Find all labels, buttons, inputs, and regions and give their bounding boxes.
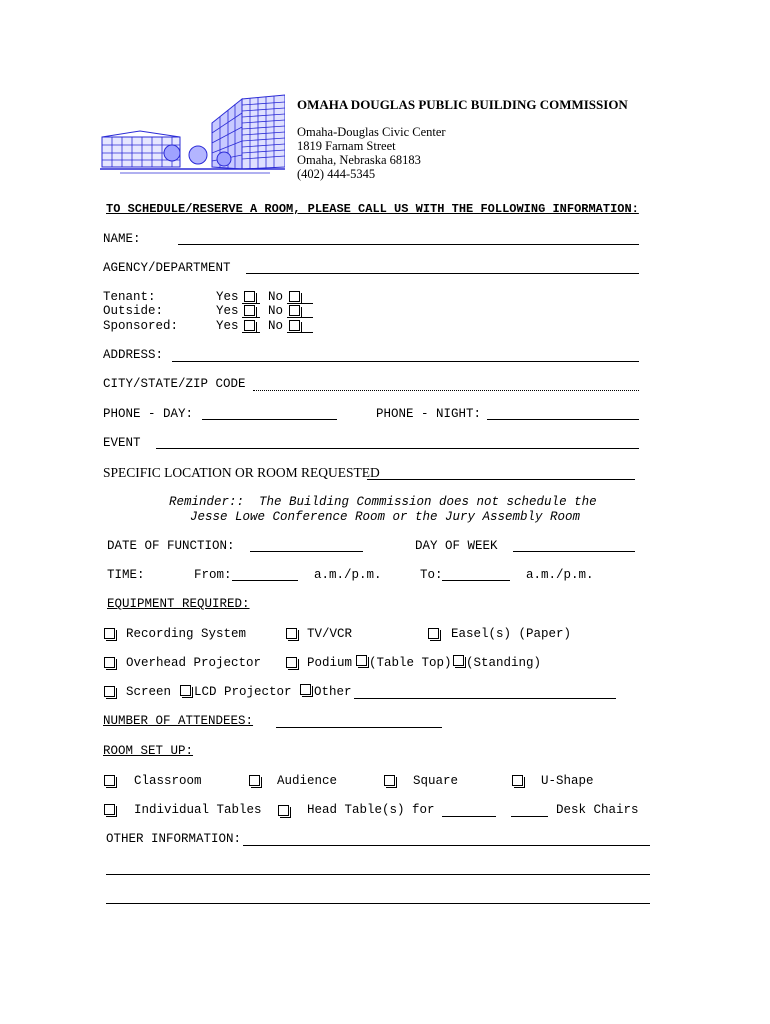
sponsored-yes-underline: [242, 332, 260, 333]
screen-checkbox[interactable]: [104, 686, 115, 697]
tvvcr-checkbox[interactable]: [286, 628, 297, 639]
other-info-label: OTHER INFORMATION:: [106, 832, 242, 846]
individual-tables-checkbox[interactable]: [104, 804, 115, 815]
tenant-no-label: No: [268, 290, 284, 304]
city-field[interactable]: [253, 390, 639, 391]
individual-tables-label: Individual Tables: [134, 803, 262, 817]
tenant-yes-label: Yes: [216, 290, 239, 304]
date-label: DATE OF FUNCTION:: [107, 539, 235, 553]
sponsored-no-checkbox[interactable]: [289, 320, 300, 331]
tenant-yes-underline: [242, 303, 260, 304]
outside-no-label: No: [268, 304, 284, 318]
location-label: SPECIFIC LOCATION OR ROOM REQUESTED: [103, 465, 380, 480]
to-ampm: a.m./p.m.: [526, 568, 594, 582]
civic-center-building-icon: [100, 93, 285, 177]
podium-checkbox[interactable]: [286, 657, 297, 668]
other-info-field-2[interactable]: [106, 874, 650, 875]
tenant-no-underline: [287, 303, 313, 304]
phone-night-field[interactable]: [487, 419, 639, 420]
agency-field[interactable]: [246, 273, 639, 274]
address-label: ADDRESS:: [103, 348, 164, 362]
from-ampm: a.m./p.m.: [314, 568, 382, 582]
day-label: DAY OF WEEK: [415, 539, 498, 553]
classroom-label: Classroom: [134, 774, 202, 788]
instruction-heading: TO SCHEDULE/RESERVE A ROOM, PLEASE CALL US WITH THE FOLLOWING INFORMATION:: [106, 202, 639, 216]
easel-label: Easel(s) (Paper): [451, 627, 572, 641]
to-field[interactable]: [442, 580, 510, 581]
org-title: OMAHA DOUGLAS PUBLIC BUILDING COMMISSION: [297, 97, 628, 112]
desk-chairs-label: Desk Chairs: [556, 803, 639, 817]
tabletop-label: (Table Top): [369, 656, 452, 670]
attendees-field[interactable]: [276, 727, 442, 728]
outside-no-checkbox[interactable]: [289, 305, 300, 316]
attendees-label: NUMBER OF ATTENDEES:: [103, 714, 254, 728]
square-checkbox[interactable]: [384, 775, 395, 786]
sponsored-no-label: No: [268, 319, 284, 333]
other-checkbox[interactable]: [300, 684, 311, 695]
recording-label: Recording System: [126, 627, 247, 641]
phone-day-field[interactable]: [202, 419, 337, 420]
other-field[interactable]: [354, 698, 616, 699]
name-label: NAME:: [103, 232, 141, 246]
sponsored-label: Sponsored:: [103, 319, 179, 333]
equipment-heading: EQUIPMENT REQUIRED:: [107, 597, 250, 611]
tenant-no-checkbox[interactable]: [289, 291, 300, 302]
other-label: Other: [314, 685, 352, 699]
tenant-yes-checkbox[interactable]: [244, 291, 255, 302]
podium-label: Podium: [307, 656, 353, 670]
outside-label: Outside:: [103, 304, 164, 318]
standing-checkbox[interactable]: [453, 655, 464, 666]
address-line-2: 1819 Farnam Street: [297, 139, 396, 153]
square-label: Square: [413, 774, 459, 788]
phone-day-label: PHONE - DAY:: [103, 407, 194, 421]
other-info-field-1[interactable]: [243, 845, 650, 846]
head-table-checkbox[interactable]: [278, 805, 289, 816]
event-field[interactable]: [156, 448, 639, 449]
phone-number: (402) 444-5345: [297, 167, 376, 181]
agency-label: AGENCY/DEPARTMENT: [103, 261, 231, 275]
sponsored-no-underline: [287, 332, 313, 333]
standing-label: (Standing): [466, 656, 542, 670]
recording-checkbox[interactable]: [104, 628, 115, 639]
name-field[interactable]: [178, 244, 639, 245]
ushape-label: U-Shape: [541, 774, 594, 788]
reminder-line-1: Reminder:: The Building Commission does not schedule the: [169, 495, 597, 509]
outside-yes-underline: [242, 317, 260, 318]
overhead-checkbox[interactable]: [104, 657, 115, 668]
tvvcr-label: TV/VCR: [307, 627, 353, 641]
from-field[interactable]: [232, 580, 298, 581]
address-line-3: Omaha, Nebraska 68183: [297, 153, 421, 167]
other-info-field-3[interactable]: [106, 903, 650, 904]
sponsored-yes-label: Yes: [216, 319, 239, 333]
day-field[interactable]: [513, 551, 635, 552]
phone-night-label: PHONE - NIGHT:: [376, 407, 482, 421]
lcd-label: LCD Projector: [194, 685, 292, 699]
tabletop-checkbox[interactable]: [356, 655, 367, 666]
desk-chairs-count-field[interactable]: [511, 816, 548, 817]
outside-yes-label: Yes: [216, 304, 239, 318]
event-label: EVENT: [103, 436, 141, 450]
time-label: TIME:: [107, 568, 145, 582]
audience-checkbox[interactable]: [249, 775, 260, 786]
audience-label: Audience: [277, 774, 338, 788]
screen-label: Screen: [126, 685, 172, 699]
to-label: To:: [420, 568, 443, 582]
city-label: CITY/STATE/ZIP CODE: [103, 377, 246, 391]
location-field[interactable]: [367, 479, 635, 480]
date-field[interactable]: [250, 551, 363, 552]
outside-yes-checkbox[interactable]: [244, 305, 255, 316]
head-table-label: Head Table(s) for: [307, 803, 435, 817]
sponsored-yes-checkbox[interactable]: [244, 320, 255, 331]
overhead-label: Overhead Projector: [126, 656, 262, 670]
lcd-checkbox[interactable]: [180, 685, 191, 696]
head-table-count-field[interactable]: [442, 816, 496, 817]
setup-heading: ROOM SET UP:: [103, 744, 194, 758]
address-field[interactable]: [172, 361, 639, 362]
address-line-1: Omaha-Douglas Civic Center: [297, 125, 446, 139]
tenant-label: Tenant:: [103, 290, 156, 304]
easel-checkbox[interactable]: [428, 628, 439, 639]
reminder-line-2: Jesse Lowe Conference Room or the Jury Assembly Room: [190, 510, 581, 524]
ushape-checkbox[interactable]: [512, 775, 523, 786]
outside-no-underline: [287, 317, 313, 318]
from-label: From:: [194, 568, 232, 582]
classroom-checkbox[interactable]: [104, 775, 115, 786]
